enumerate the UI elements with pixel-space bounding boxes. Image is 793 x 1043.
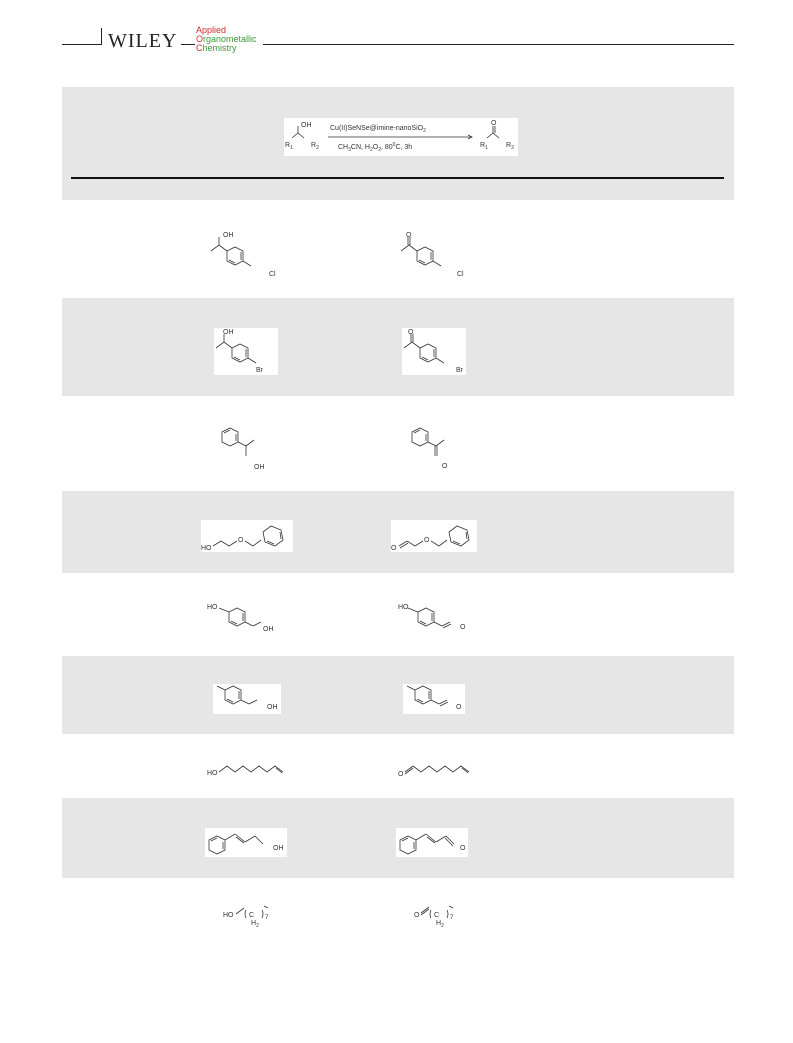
row-band-2 <box>62 298 734 396</box>
svg-text:HO: HO <box>201 545 212 552</box>
svg-text:O: O <box>491 120 497 127</box>
table-rule <box>71 177 724 179</box>
svg-text:HO: HO <box>398 604 409 611</box>
svg-text:HO: HO <box>207 604 218 611</box>
svg-text:H2: $H_2$ <box>436 920 444 929</box>
svg-text:H2: $H_2$ <box>251 920 259 929</box>
svg-text:O: O <box>456 704 462 711</box>
svg-text:HO: HO <box>223 912 234 919</box>
svg-text:OH: OH <box>273 845 284 852</box>
product-row-2 <box>402 328 466 375</box>
product-row-7 <box>396 760 476 782</box>
page-header <box>0 0 793 70</box>
svg-text:O: O <box>460 624 466 631</box>
substrate-row-2 <box>214 328 278 375</box>
svg-text:O: O <box>424 537 430 544</box>
substrate-row-6 <box>213 684 281 714</box>
svg-text:OH: OH <box>223 232 234 239</box>
header-rule-right <box>263 44 734 45</box>
product-row-9 <box>413 900 469 930</box>
product-row-6 <box>403 684 465 714</box>
product-row-1 <box>395 225 475 280</box>
row-band-6 <box>62 656 734 734</box>
scheme-catalyst: Cu(II)SeNSe@imine-nanoSiO$_2$ <box>330 125 426 134</box>
svg-text:C: C <box>434 912 440 919</box>
svg-text:O: O <box>238 537 244 544</box>
svg-text:Br: Br <box>256 367 263 374</box>
header-rule-left <box>62 44 102 45</box>
svg-text:O: O <box>460 845 466 852</box>
svg-text:7: 7 <box>265 915 269 921</box>
header-dash <box>181 44 195 45</box>
substrate-row-8 <box>205 828 287 857</box>
svg-text:O: O <box>406 232 412 239</box>
journal-logo: Applied Organometallic Chemistry <box>196 25 257 53</box>
svg-text:O: O <box>442 463 448 470</box>
reaction-scheme <box>284 118 518 156</box>
substrate-row-9 <box>222 900 282 930</box>
svg-text:OH: OH <box>254 464 265 471</box>
header-tick <box>101 28 102 44</box>
scheme-conditions: $CH_3CN$, $H_2O_2$, $80^0C$, 3h <box>338 142 413 153</box>
substrate-row-3 <box>214 420 274 478</box>
svg-text:7: 7 <box>450 915 454 921</box>
svg-text:O: O <box>414 912 420 919</box>
svg-text:OH: OH <box>267 704 278 711</box>
product-row-4 <box>391 520 477 552</box>
svg-text:C: C <box>249 912 255 919</box>
svg-text:Cl: Cl <box>269 271 276 278</box>
svg-text:OH: OH <box>223 329 234 336</box>
substrate-row-1 <box>205 225 285 280</box>
substrate-row-5 <box>205 598 290 638</box>
svg-text:O: O <box>398 771 404 778</box>
product-row-8 <box>396 828 468 857</box>
svg-text:O: O <box>391 545 397 552</box>
product-row-3 <box>404 420 464 478</box>
substrate-row-7 <box>205 760 290 782</box>
svg-text:OH: OH <box>263 626 274 633</box>
svg-text:Cl: Cl <box>457 271 464 278</box>
svg-text:Br: Br <box>456 367 463 374</box>
svg-text:HO: HO <box>207 770 218 777</box>
scheme-oh: OH <box>301 122 312 129</box>
svg-text:R2: $R_2$ <box>506 142 514 151</box>
svg-text:R1: $R_1$ <box>480 142 488 151</box>
substrate-row-4 <box>201 520 293 552</box>
product-row-5 <box>396 598 476 638</box>
svg-text:O: O <box>408 329 414 336</box>
svg-text:R1: $R_1$ <box>285 142 293 151</box>
svg-text:R2: $R_2$ <box>311 142 319 151</box>
publisher-logo: WILEY <box>108 30 178 52</box>
